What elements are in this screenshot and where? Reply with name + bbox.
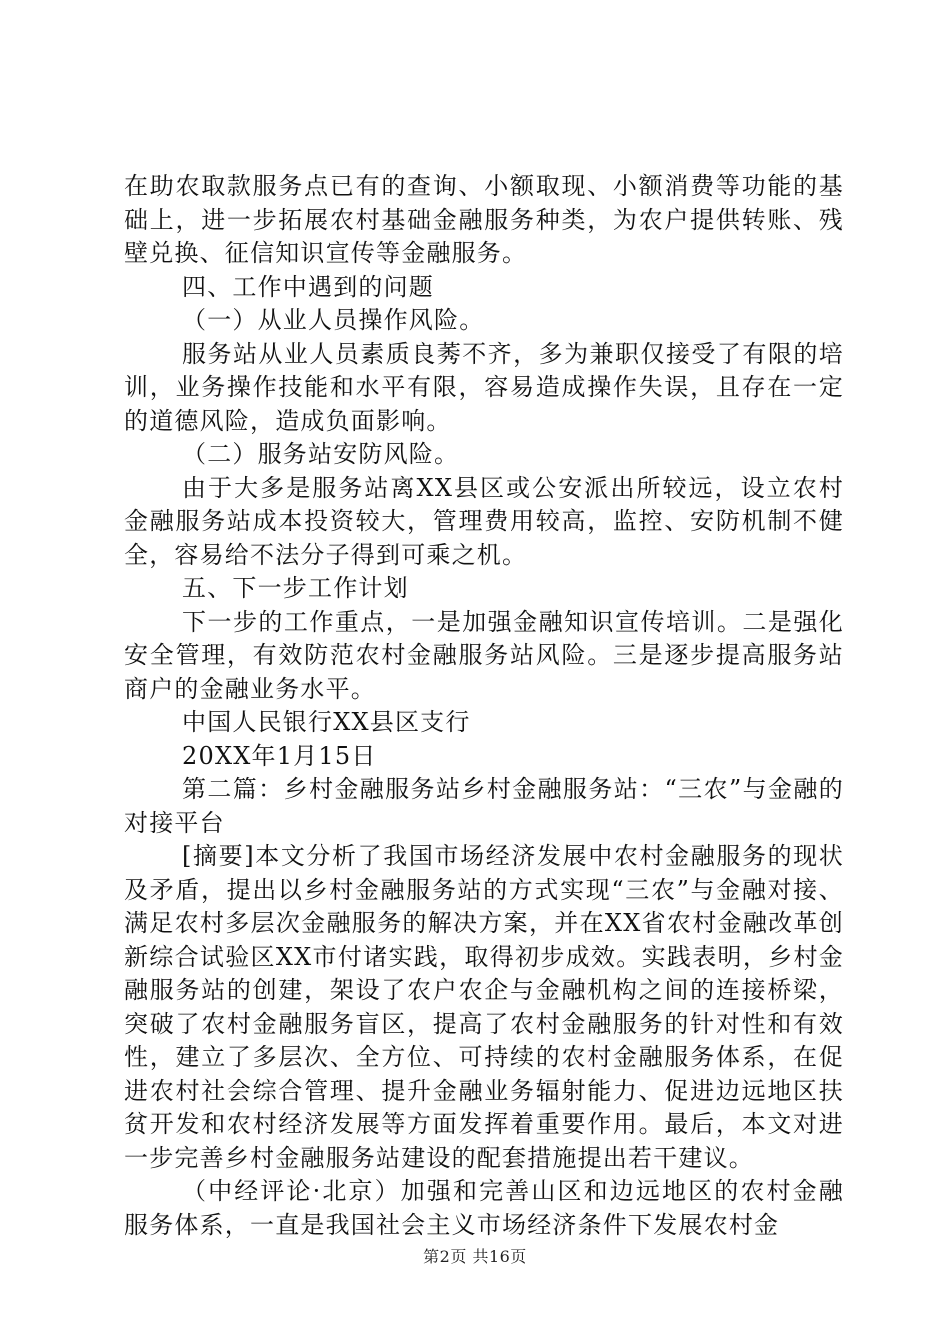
subheading-operation-risk: （一）从业人员操作风险。 <box>182 306 485 334</box>
section-heading-next-plan: 五、下一步工作计划 <box>182 574 409 602</box>
abstract-paragraph: [摘要]本文分析了我国市场经济发展中农村金融服务的现状及矛盾，提出以乡村金融服务站的方式实现“三农”与金融对接、满足农村多层次金融服务的解决方案，并在XX省农村金融改革创新综合试验区XX市付诸实践，取得初步成效。实践表明，乡村金融服务站的创建，架设了农户农企与金融机构之间的连接桥梁，突破了农村金融服务盲区，提高了农村金融服务的针对性和有效性，建立了多层次、全方位、可持续的农村金融服务体系，在促进农村社会综合管理、提升金融业务辐射能力、促进边远地区扶贫开发和农村经济发展等方面发挥着重要作用。最后，本文对进一步完善乡村金融服务站建设的配套措施提出若干建议。 <box>124 842 844 1172</box>
signature-organization: 中国人民银行XX县区支行 <box>182 708 471 736</box>
paragraph-operation-risk: 服务站从业人员素质良莠不齐，多为兼职仅接受了有限的培训，业务操作技能和水平有限，容易造成操作失误，且存在一定的道德风险，造成负面影响。 <box>124 339 844 435</box>
paragraph-next-plan: 下一步的工作重点，一是加强金融知识宣传培训。二是强化安全管理，有效防范农村金融服务站风险。三是逐步提高服务站商户的金融业务水平。 <box>124 607 844 703</box>
document-body <box>124 170 844 1242</box>
article-title: 第二篇：乡村金融服务站乡村金融服务站：“三农”与金融的对接平台 <box>124 775 844 837</box>
paragraph-1: 在助农取款服务点已有的查询、小额取现、小额消费等功能的基础上，进一步拓展农村基础金融服务种类，为农户提供转账、残壁兑换、征信知识宣传等金融服务。 <box>124 172 844 267</box>
page-footer: 第2页 共16页 <box>423 1247 527 1266</box>
signature-date: 20XX年1月15日 <box>182 741 377 770</box>
section-heading-problems: 四、工作中遇到的问题 <box>182 272 434 301</box>
subheading-security-risk: （二）服务站安防风险。 <box>182 440 460 468</box>
paragraph-security-risk: 由于大多是服务站离XX县区或公安派出所较远，设立农村金融服务站成本投资较大，管理费用较高，监控、安防机制不健全，容易给不法分子得到可乘之机。 <box>124 473 844 569</box>
paragraph-intro: （中经评论·北京）加强和完善山区和边远地区的农村金融服务体系，一直是我国社会主义市场经济条件下发展农村金 <box>124 1177 844 1239</box>
